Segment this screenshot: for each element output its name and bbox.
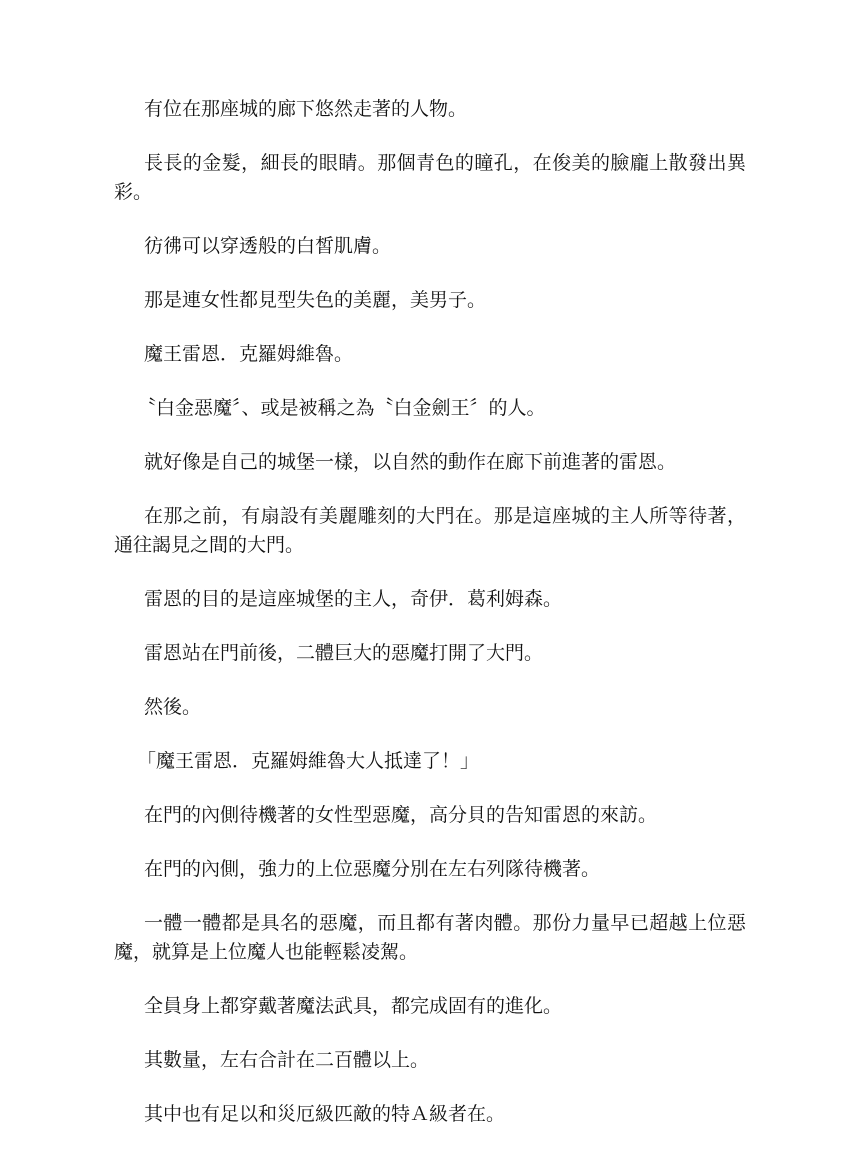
paragraph-10: 雷恩站在門前後，二體巨大的惡魔打開了大門。 — [144, 642, 544, 664]
paragraph-1: 有位在那座城的廊下悠然走著的人物。 — [144, 98, 468, 120]
paragraph-17: 其數量，左右合計在二百體以上。 — [144, 1049, 430, 1071]
paragraph-3: 彷彿可以穿透般的白皙肌膚。 — [144, 235, 392, 257]
paragraph-14: 在門的內側，強力的上位惡魔分別在左右列隊待機著。 — [144, 858, 601, 880]
paragraph-8: 在那之前，有扇設有美麗雕刻的大門在。那是這座城的主人所等待著，通往謁見之間的大門。 — [114, 505, 746, 556]
paragraph-11: 然後。 — [144, 696, 202, 718]
paragraph-18: 其中也有足以和災厄級匹敵的特Ａ級者在。 — [144, 1103, 506, 1125]
paragraph-7: 就好像是自己的城堡一樣，以自然的動作在廊下前進著的雷恩。 — [144, 451, 677, 473]
paragraph-5: 魔王雷恩．克羅姆維魯。 — [144, 343, 354, 365]
paragraph-13: 在門的內側待機著的女性型惡魔，高分貝的告知雷恩的來訪。 — [144, 804, 658, 826]
paragraph-9: 雷恩的目的是這座城堡的主人，奇伊．葛利姆森。 — [144, 588, 563, 610]
paragraph-16: 全員身上都穿戴著魔法武具，都完成固有的進化。 — [144, 995, 563, 1017]
paragraph-15: 一體一體都是具名的惡魔，而且都有著肉體。那份力量早已超越上位惡魔，就算是上位魔人也能輕鬆凌駕。 — [114, 912, 746, 963]
paragraph-2: 長長的金髮，細長的眼睛。那個青色的瞳孔，在俊美的臉龐上散發出異彩。 — [114, 152, 746, 203]
paragraph-12: 「魔王雷恩．克羅姆維魯大人抵達了！」 — [137, 750, 480, 772]
paragraph-4: 那是連女性都見型失色的美麗，美男子。 — [144, 289, 487, 311]
body-text — [114, 95, 746, 1154]
paragraph-6: 〝白金惡魔〞、或是被稱之為〝白金劍王〞的人。 — [137, 397, 546, 419]
